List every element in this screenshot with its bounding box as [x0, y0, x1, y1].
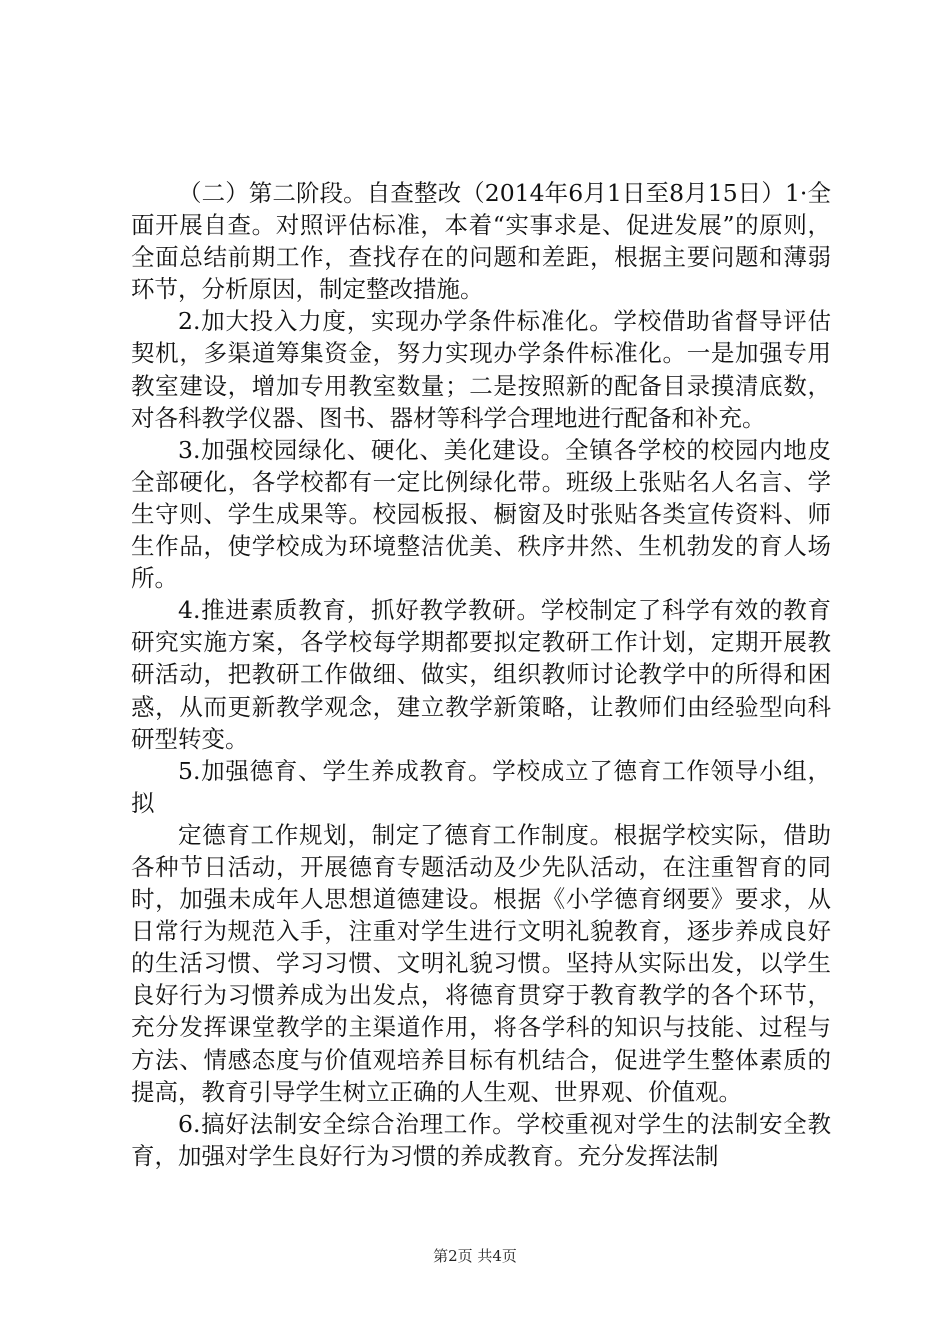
paragraph-item-5: 5.加强德育、学生养成教育。学校成立了德育工作领导小组，拟: [131, 756, 831, 817]
paragraph-item-2: 2.加大投入力度，实现办学条件标准化。学校借助省督导评估契机，多渠道筹集资金，努力实现办学条件标准化。一是加强专用教室建设，增加专用教室数量；二是按照新的配备目录摸清底数，对各科教学仪器、图书、器材等科学合理地进行配备和补充。: [131, 307, 831, 432]
body-text: [131, 177, 831, 1172]
paragraph-stage-two: （二）第二阶段。自查整改（2014年6月1日至8月15日）1·全面开展自查。对照评估标准，本着“实事求是、促进发展”的原则，全面总结前期工作，查找存在的问题和差距，根据主要问题和薄弱环节，分析原因，制定整改措施。: [131, 179, 831, 304]
paragraph-item-5-continued: 定德育工作规划，制定了德育工作制度。根据学校实际，借助各种节日活动，开展德育专题活动及少先队活动，在注重智育的同时，加强未成年人思想道德建设。根据《小学德育纲要》要求，从日常行为规范入手，注重对学生进行文明礼貌教育，逐步养成良好的生活习惯、学习习惯、文明礼貌习惯。坚持从实际出发，以学生良好行为习惯养成为出发点，将德育贯穿于教育教学的各个环节，充分发挥课堂教学的主渠道作用，将各学科的知识与技能、过程与方法、情感态度与价值观培养目标有机结合，促进学生整体素质的提高，教育引导学生树立正确的人生观、世界观、价值观。: [131, 820, 831, 1106]
paragraph-item-3: 3.加强校园绿化、硬化、美化建设。全镇各学校的校园内地皮全部硬化，各学校都有一定比例绿化带。班级上张贴名人名言、学生守则、学生成果等。校园板报、橱窗及时张贴各类宣传资料、师生作品，使学校成为环境整洁优美、秩序井然、生机勃发的育人场所。: [131, 435, 831, 593]
paragraph-item-6: 6.搞好法制安全综合治理工作。学校重视对学生的法制安全教育，加强对学生良好行为习惯的养成教育。充分发挥法制: [131, 1109, 831, 1170]
page-footer: 第2页 共4页: [433, 1247, 517, 1265]
paragraph-item-4: 4.推进素质教育，抓好教学教研。学校制定了科学有效的教育研究实施方案，各学校每学期都要拟定教研工作计划，定期开展教研活动，把教研工作做细、做实，组织教师讨论教学中的所得和困惑，从而更新教学观念，建立教学新策略，让教师们由经验型向科研型转变。: [131, 596, 831, 753]
